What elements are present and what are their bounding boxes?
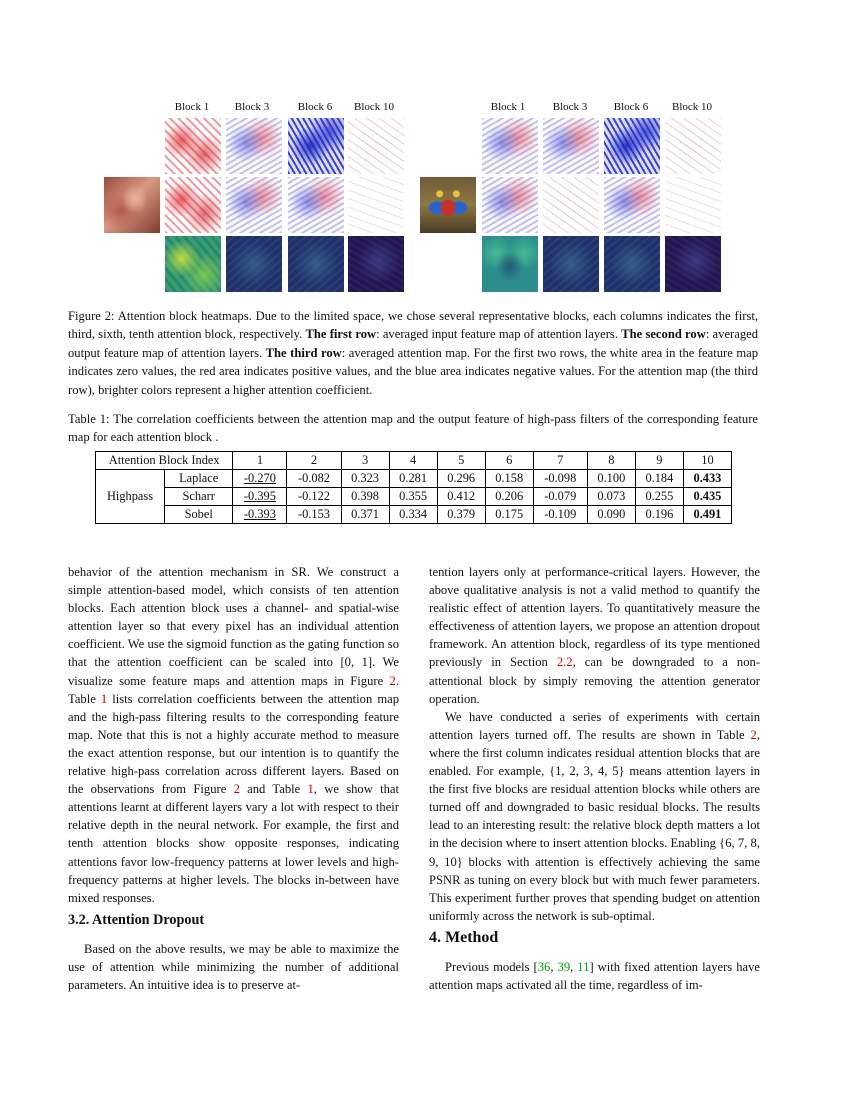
table-col-1: 1 <box>233 452 287 470</box>
table-cell: -0.082 <box>287 470 341 488</box>
text-span: We have conducted a series of experiments with certain attention layers turned off. The results are shown in Table <box>429 709 760 742</box>
lena-input-image <box>104 177 160 233</box>
right-column <box>429 563 760 925</box>
table-group-label: Highpass <box>96 470 165 524</box>
table-cell: -0.270 <box>233 470 287 488</box>
table-ref-link[interactable]: 2 <box>750 727 757 742</box>
heatmap-right-r2-block10 <box>665 177 721 233</box>
heatmap-right-r2-block6 <box>604 177 660 233</box>
table-cell: 0.435 <box>683 488 731 506</box>
text-span: and Table <box>239 782 308 797</box>
table-col-6: 6 <box>485 452 533 470</box>
right-column-cont <box>429 958 760 994</box>
left-paragraph-2: Based on the above results, we may be able to maximize the use of attention while minimizing the number of additional parameters. An intuitive idea is to preserve at- <box>68 942 399 993</box>
table-header-label: Attention Block Index <box>96 452 233 470</box>
fig-right-label-block10: Block 10 <box>671 101 713 113</box>
attention-right-block6 <box>604 236 660 292</box>
caption-lead: Figure 2: Attention block heatmaps. Due to the limited space, we chose several representative blocks, each columns indicates the first, third, sixth, tenth attention block, respectively. <box>68 309 758 342</box>
text-span: , we show that attentions learnt at different layers vary a lot with respect to their relative depth in the neural network. For example, the first and tenth attention blocks show opposite responses, indicating attentions favor low-frequency patterns at lower levels and high-frequency patterns at higher levels. The blocks in-between have mixed responses. <box>68 782 399 905</box>
right-paragraph-2 <box>429 708 760 925</box>
table-caption: Table 1: The correlation coefficients between the attention map and the output feature of high-pass filters of the corresponding feature map for each attention block . <box>68 412 758 445</box>
heatmap-right-r2-block1 <box>482 177 538 233</box>
table-cell: 0.255 <box>635 488 683 506</box>
table-col-2: 2 <box>287 452 341 470</box>
heatmap-right-r1-block1 <box>482 118 538 174</box>
figure-ref-link[interactable]: 2 <box>389 673 396 688</box>
fig-left-label-block3: Block 3 <box>234 101 270 113</box>
table-cell: 0.433 <box>683 470 731 488</box>
mandrill-input-image <box>420 177 476 233</box>
table-cell: -0.098 <box>533 470 587 488</box>
table-col-3: 3 <box>341 452 389 470</box>
text-span: lists correlation coefficients between the attention map and the high-pass filtering results to the corresponding feature map. Note that this is not a highly accurate method to measure the exact attention response, but our intention is to quantify the relative high-pass correlation across different layers. Based on the observations from Figure <box>68 691 400 797</box>
table-cell: 0.355 <box>389 488 437 506</box>
attention-left-block1 <box>165 236 221 292</box>
caption-row1-label: The first row <box>305 327 377 342</box>
table-cell: 0.090 <box>587 506 635 524</box>
text-span: ] with fixed attention layers have attention maps activated all the time, regardless of im- <box>429 960 760 993</box>
section-ref-link[interactable]: 2.2 <box>556 655 573 670</box>
text-span: , can be downgraded to a non-attentional block by simply removing the attention generator operation. <box>429 655 761 706</box>
fig-left-label-block6: Block 6 <box>297 101 333 113</box>
citation-link[interactable]: 39 <box>557 960 571 974</box>
interval-math: [0, 1] <box>340 655 373 670</box>
caption-row1-text: : averaged input feature map of attention layers. <box>376 327 618 342</box>
left-column <box>68 563 399 907</box>
table-cell: -0.153 <box>287 506 341 524</box>
text-span: , <box>550 960 558 974</box>
caption-row2-text: : averaged output feature map of attention layers. <box>68 327 759 360</box>
table-col-4: 4 <box>389 452 437 470</box>
attention-left-block10 <box>348 236 404 292</box>
table-ref-link[interactable]: 1 <box>100 691 108 706</box>
heatmap-left-r2-block1 <box>165 177 221 233</box>
heatmap-right-r1-block6 <box>604 118 660 174</box>
heatmap-right-r2-block3 <box>543 177 599 233</box>
table-cell: -0.122 <box>287 488 341 506</box>
heatmap-left-r2-block10 <box>348 177 404 233</box>
caption-row2-label: The second row <box>621 327 706 342</box>
heatmap-right-r1-block3 <box>543 118 599 174</box>
left-paragraph-1 <box>68 563 399 907</box>
table-cell: 0.206 <box>485 488 533 506</box>
table-col-10: 10 <box>683 452 731 470</box>
right-paragraph-1 <box>429 563 760 708</box>
right-paragraph-3 <box>429 958 760 994</box>
table-cell: 0.100 <box>587 470 635 488</box>
table-row-name: Laplace <box>165 470 233 488</box>
table-row-name: Sobel <box>165 506 233 524</box>
table-col-7: 7 <box>533 452 587 470</box>
table-cell: -0.393 <box>233 506 287 524</box>
table-ref-link[interactable]: 1 <box>307 782 314 797</box>
correlation-table <box>95 451 732 524</box>
text-span: . We visualize some feature maps and attention maps in Figure <box>68 655 399 688</box>
attention-left-block3 <box>226 236 282 292</box>
fig-right-label-block3: Block 3 <box>552 101 588 113</box>
table-col-8: 8 <box>587 452 635 470</box>
caption-row3-label: The third row <box>265 345 342 360</box>
attention-right-block10 <box>665 236 721 292</box>
table-cell: 0.334 <box>389 506 437 524</box>
attention-right-block1 <box>482 236 538 292</box>
heatmap-left-r1-block1 <box>165 118 221 174</box>
attention-right-block3 <box>543 236 599 292</box>
table-cell: -0.109 <box>533 506 587 524</box>
figure-caption <box>68 307 758 399</box>
citation-link[interactable]: 11 <box>577 960 590 974</box>
attention-left-block6 <box>288 236 344 292</box>
table-cell: 0.073 <box>587 488 635 506</box>
section-title-3-2: 3.2. Attention Dropout <box>68 912 205 928</box>
table-cell: 0.323 <box>341 470 389 488</box>
table-row <box>96 506 732 524</box>
text-span: tention layers only at performance-critical layers. However, the above qualitative analysis is not a valid method to quantify the realistic effect of attention layers. To quantitatively measure the effectiveness of attention layers, we propose an attention dropout framework. An attention block, regardless of its type mentioned previously in Section <box>429 565 760 670</box>
text-span: Previous models [ <box>445 960 538 974</box>
table-cell: 0.184 <box>635 470 683 488</box>
heatmap-left-r2-block3 <box>226 177 282 233</box>
left-column-cont <box>68 940 399 994</box>
heatmap-left-r2-block6 <box>288 177 344 233</box>
table-row <box>96 470 732 488</box>
table-header-row <box>96 452 732 470</box>
text-span: . Table <box>68 673 399 706</box>
section-title-4: 4. Method <box>429 929 499 946</box>
fig-right-label-block6: Block 6 <box>613 101 649 113</box>
table-cell: 0.281 <box>389 470 437 488</box>
caption-row3-text: : averaged attention map. For the first two rows, the white area in the feature map indicates zero values, the red area indicates positive values, and the blue area indicates negative values. For the attention map (the third row), brighter colors represent a higher attention coefficient. <box>68 345 759 397</box>
table-cell: 0.196 <box>635 506 683 524</box>
text-span: behavior of the attention mechanism in SR. We construct a simple attention-based model, which consists of ten attention blocks. Each attention block uses a channel- and spatial-wise attention layer so that every pixel has an individual attention coefficient. We use the sigmoid function as the gating function so that the attention coefficient can be scaled into <box>68 565 399 670</box>
table-col-9: 9 <box>635 452 683 470</box>
table-cell: 0.175 <box>485 506 533 524</box>
text-span: , where the first column indicates residual attention blocks that are enabled. For example, {1, 2, 3, 4, 5} means attention layers in the first five blocks are residual attention blocks while others are turned off and downgraded to basic residual blocks. The results lead to an interesting result: the relative block depth matters a lot in the decision where to insert attention blocks. Enabling {6, 7, 8, 9, 10} blocks with attention is effectively achieving the same PSNR as tuning on every block but with much fewer parameters. This experiment further proves that spending budget on attention uniformly across the network is sub-optimal. <box>429 727 760 923</box>
table-row-name: Scharr <box>165 488 233 506</box>
heatmap-left-r1-block10 <box>348 118 404 174</box>
fig-right-label-block1: Block 1 <box>490 101 526 113</box>
table-cell: -0.395 <box>233 488 287 506</box>
fig-left-label-block10: Block 10 <box>353 101 395 113</box>
table-cell: -0.079 <box>533 488 587 506</box>
table-cell: 0.379 <box>437 506 485 524</box>
table-cell: 0.371 <box>341 506 389 524</box>
heatmap-left-r1-block6 <box>288 118 344 174</box>
table-cell: 0.296 <box>437 470 485 488</box>
table-cell: 0.491 <box>683 506 731 524</box>
heatmap-left-r1-block3 <box>226 118 282 174</box>
heatmap-right-r1-block10 <box>665 118 721 174</box>
table-row <box>96 488 732 506</box>
text-span: , <box>570 960 578 974</box>
citation-link[interactable]: 36 <box>537 960 551 974</box>
fig-left-label-block1: Block 1 <box>174 101 210 113</box>
table-cell: 0.398 <box>341 488 389 506</box>
table-col-5: 5 <box>437 452 485 470</box>
table-cell: 0.158 <box>485 470 533 488</box>
table-cell: 0.412 <box>437 488 485 506</box>
figure-ref-link[interactable]: 2 <box>233 782 240 797</box>
